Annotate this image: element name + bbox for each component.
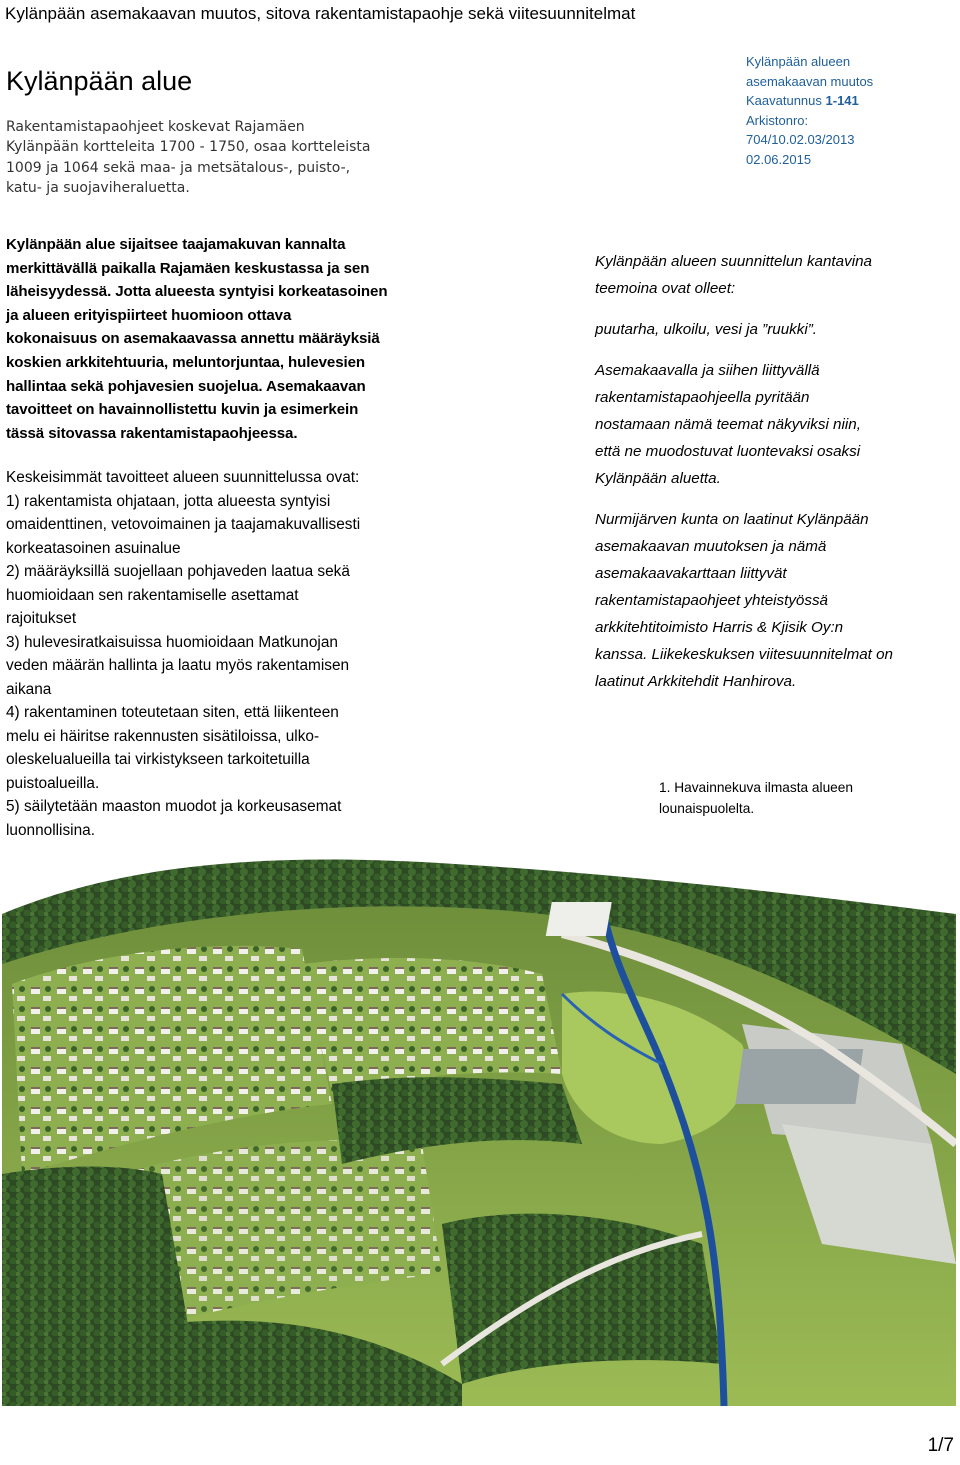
page-title: Kylänpään alue <box>6 66 193 96</box>
intro-line: kokonaisuus on asemakaavassa annettu määräyksiä <box>6 330 380 348</box>
goals-line: korkeatasoinen asuinalue <box>6 539 181 557</box>
themes-line: nostamaan nämä teemat näkyviksi niin, <box>595 416 861 433</box>
aerial-illustration <box>2 844 956 1406</box>
themes-line: teemoina ovat olleet: <box>595 280 736 297</box>
scope-line: Kylänpään kortteleita 1700 - 1750, osaa kortteleista <box>6 139 371 156</box>
themes-line: että ne muodostuvat luontevaksi osaksi <box>595 443 861 460</box>
running-header: Kylänpään asemakaavan muutos, sitova rakentamistapaohje sekä viitesuunnitelmat <box>5 4 636 23</box>
goals-line: luonnollisina. <box>6 821 95 839</box>
scope-line: Rakentamistapaohjeet koskevat Rajamäen <box>6 119 305 135</box>
intro-line: ja alueen erityispiirteet huomioon ottava <box>6 306 292 324</box>
themes-goal <box>595 357 950 492</box>
meta-plan-label: Kaavatunnus <box>746 93 826 108</box>
intro-line: tavoitteet on havainnollistettu kuvin ja esimerkein <box>6 401 359 419</box>
intro-line: Kylänpään alue sijaitsee taajamakuvan kannalta <box>6 236 346 253</box>
scope-text <box>6 117 436 198</box>
themes-intro <box>595 248 950 302</box>
meta-date: 02.06.2015 <box>746 151 812 167</box>
themes-line: asemakaavan muutoksen ja nämä <box>595 538 827 555</box>
intro-paragraph <box>6 233 446 445</box>
goals-line: 4) rakentaminen toteutetaan siten, että liikenteen <box>6 704 339 721</box>
goals-line: omaidenttinen, vetovoimainen ja taajamakuvallisesti <box>6 516 361 533</box>
themes-line: puutarha, ulkoilu, vesi ja ”ruukki”. <box>595 321 818 338</box>
goals-line: melu ei häiritse rakennusten sisätiloissa, ulko- <box>6 727 320 745</box>
caption-line: 1. Havainnekuva ilmasta alueen <box>659 780 854 795</box>
meta-line: Kylänpään alueen <box>746 54 851 69</box>
themes-line: laatinut Arkkitehdit Hanhirova. <box>595 673 797 690</box>
themes-column <box>595 248 950 695</box>
themes-line: kanssa. Liikekeskuksen viitesuunnitelmat on <box>595 646 894 663</box>
themes-line: Kylänpään aluetta. <box>595 470 721 487</box>
meta-archive-no: 704/10.02.03/2013 <box>746 132 855 147</box>
goals-line: 1) rakentamista ohjataan, jotta alueesta syntyisi <box>6 492 331 510</box>
intro-line: hallintaa sekä pohjavesien suojelua. Asemakaavan <box>6 377 366 395</box>
themes-line: arkkitehtitoimisto Harris & Kjisik Oy:n <box>595 619 844 636</box>
themes-line: Asemakaavalla ja siihen liittyvällä <box>595 362 820 379</box>
goals-line: 2) määräyksillä suojellaan pohjaveden laatua sekä <box>6 563 350 580</box>
sports-hall <box>546 902 612 936</box>
goals-line: Keskeisimmät tavoitteet alueen suunnittelussa ovat: <box>6 469 360 486</box>
themes-line: Kylänpään alueen suunnittelun kantavina <box>595 253 872 270</box>
intro-line: koskien arkkitehtuuria, meluntorjuntaa, hulevesien <box>6 353 366 371</box>
figure-caption <box>659 777 919 819</box>
caption-line: lounaispuolelta. <box>659 801 755 816</box>
goals-line: aikana <box>6 680 52 698</box>
meta-line: asemakaavan muutos <box>746 73 874 89</box>
scope-line: 1009 ja 1064 sekä maa- ja metsätalous-, puisto-, <box>6 159 351 176</box>
meta-archive-label: Arkistonro: <box>746 112 809 128</box>
authors-paragraph <box>595 506 950 695</box>
meta-plan-code: 1-141 <box>825 93 859 108</box>
goals-line: huomioidaan sen rakentamiselle asettamat <box>6 586 299 604</box>
goals-line: oleskelualueilla tai virkistykseen tarkoitetuilla <box>6 751 310 768</box>
page-number: 1/7 <box>927 1435 954 1456</box>
meta-plan-code-row <box>746 91 956 111</box>
goals-line: 3) hulevesiratkaisuissa huomioidaan Matkunojan <box>6 633 338 651</box>
plan-metadata <box>746 52 956 169</box>
scope-line: katu- ja suojaviheraluetta. <box>6 179 190 196</box>
intro-line: tässä sitovassa rakentamistapaohjeessa. <box>6 424 298 442</box>
themes-line: asemakaavakarttaan liittyvät <box>595 565 787 582</box>
intro-line: merkittävällä paikalla Rajamäen keskustassa ja sen <box>6 259 370 277</box>
themes-line: rakentamistapaohjeella pyritään <box>595 389 810 406</box>
themes-list <box>595 316 950 343</box>
goals-line: rajoitukset <box>6 610 77 627</box>
intro-line: läheisyydessä. Jotta alueesta syntyisi korkeatasoinen <box>6 283 388 301</box>
goals-line: puistoalueilla. <box>6 774 100 792</box>
themes-line: Nurmijärven kunta on laatinut Kylänpään <box>595 511 869 528</box>
goals-line: veden määrän hallinta ja laatu myös rakentamisen <box>6 657 350 674</box>
themes-line: rakentamistapaohjeet yhteistyössä <box>595 592 829 609</box>
goals-line: 5) säilytetään maaston muodot ja korkeusasemat <box>6 798 342 815</box>
goals-list <box>6 466 426 842</box>
